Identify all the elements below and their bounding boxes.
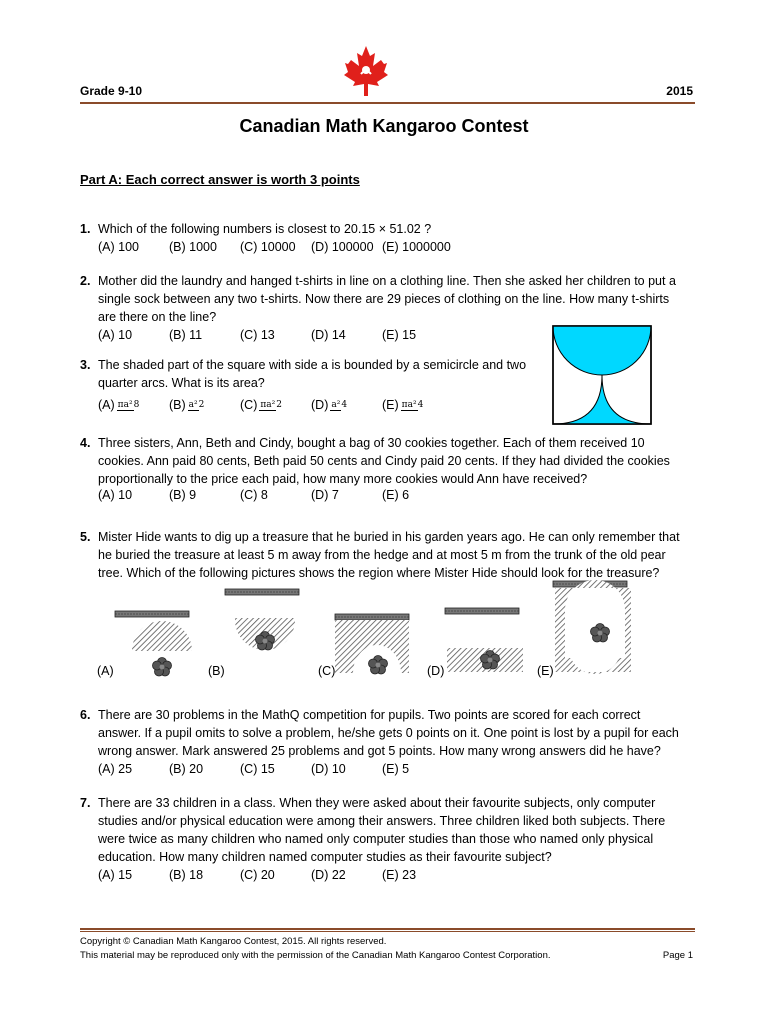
option-e: (E) 23 <box>382 868 417 882</box>
option-b: (B) a²2 <box>169 398 205 412</box>
option-c: (C) 20 <box>240 868 275 882</box>
footer-rule <box>80 928 695 930</box>
option-b: (B) 20 <box>169 762 204 776</box>
square-semicircle-figure <box>552 325 652 425</box>
permission-notice: This material may be reproduced only with the permission of the Canadian Math Kangaroo Contest Corporation. <box>80 950 551 961</box>
option-e: (E) 15 <box>382 328 417 342</box>
option-b: (B) 9 <box>169 488 197 502</box>
question-text: Mister Hide wants to dig up a treasure that he buried in his garden years ago. He can only remember that <box>98 530 680 544</box>
option-a: (A) 10 <box>98 488 133 502</box>
question-number: 2. <box>80 274 91 288</box>
option-c: (C) πa²2 <box>240 398 282 412</box>
question-text: Mother did the laundry and hanged t-shirts in line on a clothing line. Then she asked her children to put a <box>98 274 676 288</box>
picture-b <box>225 589 299 650</box>
part-a-heading: Part A: Each correct answer is worth 3 points <box>80 172 360 187</box>
option-c: (C) <box>318 664 336 678</box>
question-text: education. How many children named computer studies as their favourite subject? <box>98 850 552 864</box>
option-d: (D) a²4 <box>311 398 348 412</box>
option-a: (A) 15 <box>98 868 133 882</box>
option-c: (C) 13 <box>240 328 275 342</box>
question-number: 6. <box>80 708 91 722</box>
copyright-notice: Copyright © Canadian Math Kangaroo Contest, 2015. All rights reserved. <box>80 936 387 947</box>
option-d: (D) 7 <box>311 488 339 502</box>
question-text: There are 33 children in a class. When they were asked about their favourite subjects, only computer <box>98 796 656 810</box>
question-number: 7. <box>80 796 91 810</box>
option-c: (C) 10000 <box>240 240 296 254</box>
grade-label: Grade 9-10 <box>80 84 143 98</box>
page-title: Canadian Math Kangaroo Contest <box>239 116 529 136</box>
year-label: 2015 <box>666 84 693 98</box>
option-e: (E) πa²4 <box>382 398 424 412</box>
question-text: studies and/or physical education were among their answers. Three children liked both subjects. There <box>98 814 666 828</box>
question-text: are there on the line? <box>98 310 217 324</box>
question-text: single sock between any two t-shirts. Now there are 29 pieces of clothing on the line. How many t-shirts <box>98 292 670 306</box>
question-text: The shaded part of the square with side a is bounded by a semicircle and two <box>98 358 527 372</box>
question-text: Which of the following numbers is closest to 20.15 × 51.02 ? <box>98 222 432 236</box>
page-number: Page 1 <box>662 950 693 961</box>
question-text: cookies. Ann paid 80 cents, Beth paid 50 cents and Cindy paid 20 cents. If they had divided the cookies <box>98 454 670 468</box>
option-c: (C) 8 <box>240 488 268 502</box>
option-e: (E) 6 <box>382 488 410 502</box>
question-5 <box>80 528 695 584</box>
question-1 <box>80 220 695 260</box>
question-number: 4. <box>80 436 91 450</box>
option-b: (B) 18 <box>169 868 204 882</box>
option-a: (A) 25 <box>98 762 133 776</box>
question-text: quarter arcs. What is its area? <box>98 376 265 390</box>
option-d: (D) 22 <box>311 868 346 882</box>
option-d: (D) 14 <box>311 328 346 342</box>
question-text: There are 30 problems in the MathQ competition for pupils. Two points are scored for each correct <box>98 708 641 722</box>
option-a: (A) πa²8 <box>98 398 140 412</box>
question-number: 3. <box>80 358 91 372</box>
question-6 <box>80 706 695 778</box>
option-a: (A) <box>97 664 114 678</box>
option-d: (D) 100000 <box>311 240 374 254</box>
question-text: wrong answer. Mark answered 25 problems and got 5 points. How many wrong answers did he have? <box>98 744 661 758</box>
question-4 <box>80 434 695 506</box>
question-number: 5. <box>80 530 91 544</box>
option-e: (E) 5 <box>382 762 410 776</box>
picture-e <box>553 580 631 674</box>
option-e: (E) <box>537 664 554 678</box>
option-b: (B) 11 <box>169 328 203 342</box>
question-text: answer. If a pupil omits to solve a problem, he/she gets 0 points on it. One point is lost by a pupil for each <box>98 726 679 740</box>
question-number: 1. <box>80 222 91 236</box>
option-e: (E) 1000000 <box>382 240 451 254</box>
option-c: (C) 15 <box>240 762 275 776</box>
option-b: (B) <box>208 664 225 678</box>
question-text: he buried the treasure at least 5 m away from the hedge and at most 5 m from the trunk of the old pear <box>98 548 666 562</box>
question-5-options <box>80 662 695 680</box>
question-7 <box>80 794 695 884</box>
question-text: proportionally to the price each paid, how many more cookies would Ann have received? <box>98 472 588 486</box>
option-a: (A) 100 <box>98 240 139 254</box>
question-text: tree. Which of the following pictures shows the region where Mister Hide should look for the treasure? <box>98 566 660 580</box>
option-d: (D) 10 <box>311 762 346 776</box>
option-d: (D) <box>427 664 445 678</box>
question-text: Three sisters, Ann, Beth and Cindy, bought a bag of 30 cookies together. Each of them received 10 <box>98 436 645 450</box>
option-b: (B) 1000 <box>169 240 217 254</box>
question-3 <box>80 356 550 422</box>
question-text: were twice as many children who named only computer studies than those who named only physical <box>98 832 654 846</box>
footer-rule-thin <box>80 931 695 932</box>
header-rule <box>80 102 695 104</box>
maple-leaf-logo <box>343 44 389 102</box>
option-a: (A) 10 <box>98 328 133 342</box>
